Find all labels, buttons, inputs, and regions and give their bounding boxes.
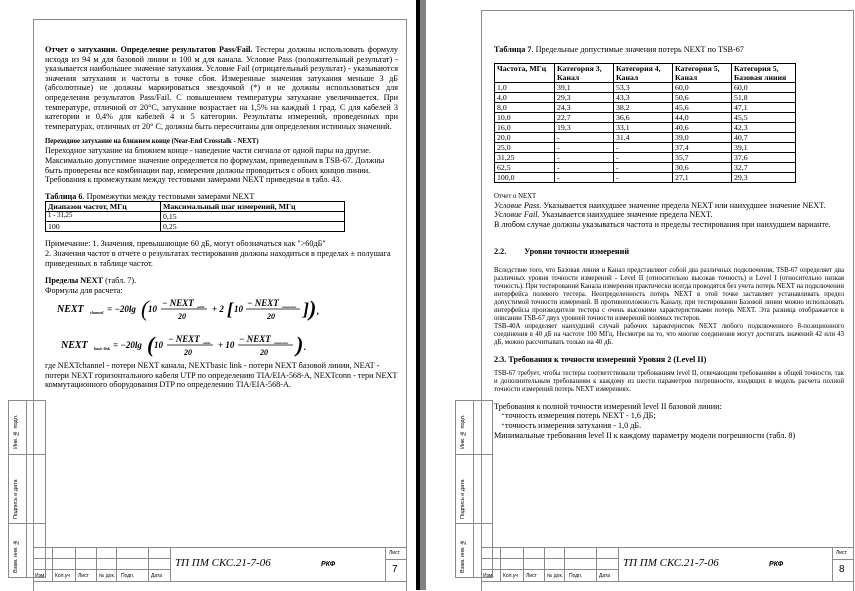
stamp-col-doc: № док.	[99, 573, 116, 579]
svg-text:20: 20	[267, 312, 275, 322]
svg-text:− NEXT: − NEXT	[162, 298, 194, 309]
table7-header: Частота, МГц	[495, 63, 555, 82]
svg-text:): )	[296, 332, 304, 358]
table-row: 4,0 29,3 43,3 50,6 51,8	[495, 92, 796, 102]
table-cell: 100	[46, 222, 161, 232]
table-row: 25,0 - - 37,4 39,1	[495, 142, 796, 152]
document-code: ТП ПМ СКС.21-7-06	[175, 557, 271, 569]
stamp-col-izm: Изм.	[35, 573, 46, 579]
stamp-col-izm: Изм.	[483, 573, 494, 579]
svg-text:+ 10: + 10	[218, 340, 235, 351]
page-7-title-block	[33, 547, 406, 582]
svg-text:[: [	[227, 299, 233, 320]
requirements-list	[494, 411, 844, 431]
svg-text:+ 2: + 2	[212, 304, 224, 315]
svg-text:20: 20	[184, 348, 192, 358]
table-row: 62,5 - - 30,6 32,7	[495, 162, 796, 172]
table6-caption: Таблица 6. Промежутки между тестовыми замерами NEXT	[45, 191, 255, 201]
svg-text:− NEXT: − NEXT	[168, 334, 200, 345]
next-report-heading: Отчет о NEXT	[494, 192, 537, 200]
next-paragraph: Переходное затухание на ближнем конце - наведение части сигнала от одной пары на другие. Максимально допустимое значение определяется по формулам, приведенным в TSB-67. Должны быть проверены все комбинации пар, измерения должны проводиться с обоих концов линии. Требования к промежуткам между тестовыми замерами NEXT приведены в табл. 43.	[45, 146, 385, 185]
attenuation-report-paragraph: Отчет о затухании. Определение результатов Pass/Fail. Тестеры должны использовать формулу исходя из 94 м для базовой линии и 100 м для канала. Условие Pass (положительный результат) - указывается наибольшее значение затухания. Условие Fail (отрицательный результат) - указываются значения затухания и частоты в точке сбоя. Измеренные значения затухания меньше 3 дБ (абсолютные) не должны маркироваться звездочкой (*) и не должны использоваться для определения результатов Pass/Fail. С повышением температуры затухание увеличивается. При температуре, отличной от 20°С, затухание возрастает на 1,5% на каждый 1 град. С для кабелей 3 категории и 0,4% для кабелей 4 и 5 категории. Результаты измерений, проведенных при температурах, отличных от 20° С, должны быть пересчитаны для определения истинных значений.	[45, 45, 398, 131]
page-8	[426, 0, 855, 590]
section-2-3-paragraph: TSB-67 требует, чтобы тестеры соответствовали требованиям level II, отвечающим требованиям к общей точности, так и дополнительным требованиям к каждому из шести параметров погрешности, входящих в модель расчета полной точности измерений потерь NEXT измерениях.	[494, 369, 844, 393]
table7-header: Категория 5, Базовая линия	[732, 63, 796, 82]
pass-condition: Условие Pass. Указывается наихудшее значение предела NEXT или наихудшее значение NEXT.	[494, 200, 826, 210]
svg-text:NEXT: NEXT	[57, 304, 84, 316]
list-item: ▪ точность измерения затухания - 1,0 дБ.	[502, 421, 844, 431]
table-row: 16,0 19,3 33,1 40,6 42,3	[495, 122, 796, 132]
section-2-2-paragraph-2: TSB-40A определяет наихудший случай рабочих характеристик NEXT любого подключенного 8-позиционного соединения в 40 дБ на частоте 100 МГц. Несмотря на то, что многие соединения могут достигать значений 42 или 43 дБ, можно рассчитывать только на 40 дБ.	[494, 322, 844, 346]
document-code: ТП ПМ СКС.21-7-06	[623, 557, 719, 569]
fail-condition: Условие Fail. Указывается наихудшее значение предела NEXT.	[494, 210, 713, 220]
table-row: 31,25 - - 35,7 37,6	[495, 152, 796, 162]
table-row: 20,0 - 31,4 39,0 40,7	[495, 132, 796, 142]
table-row: 8,0 24,3 38,2 45,6 47,1	[495, 102, 796, 112]
stamp-col-sign: Подп.	[569, 573, 583, 579]
side-label-signature-date: Подпись и дата	[13, 479, 19, 519]
table-cell: 0,25	[161, 222, 345, 232]
stamp-col-list: Лист	[526, 573, 537, 579]
formula-channel	[57, 295, 398, 325]
table7-header: Категория 3, Канал	[555, 63, 614, 82]
svg-text:10: 10	[148, 304, 157, 315]
svg-text:basic link: basic link	[94, 346, 110, 352]
table-row	[46, 212, 345, 222]
side-label-signature-date: Подпись и дата	[460, 479, 466, 519]
svg-text:cable: cable	[197, 305, 205, 310]
side-label-replace-inv: Взам. инв. №	[460, 538, 466, 573]
table7-header: Категория 5, Канал	[673, 63, 732, 82]
svg-text:connector: connector	[274, 341, 289, 346]
svg-text:20: 20	[260, 348, 268, 358]
table7-caption: Таблица 7. Предельные допустимые значения потерь NEXT по TSB-67	[494, 45, 744, 54]
stamp-col-kol: Кол.уч	[55, 573, 70, 579]
stamp-col-sign: Подп.	[121, 573, 135, 579]
sheet-label: Лист	[389, 550, 400, 556]
svg-text:(: (	[141, 296, 149, 322]
stamp-col-date: Дата	[151, 573, 163, 579]
stamp-col-date: Дата	[599, 573, 611, 579]
formula-basic-link	[61, 331, 398, 361]
svg-text:10: 10	[154, 340, 163, 351]
sheet-label: Лист	[836, 550, 847, 556]
sheet-number: 7	[392, 564, 398, 575]
section-2-2-heading: 2.2. Уровни точности измерений	[494, 247, 630, 257]
min-requirements: Минимальные требования level II к каждому параметру модели погрешности (табл. 8)	[494, 431, 796, 440]
organization-mark: РКФ	[769, 561, 784, 568]
section-2-2-paragraph-1: Вследствие того, что Базовая линия и Канал представляют собой два различных подключения, TSB-67 определяет два различных уровня точности измерений - Level II (относительно высокая точность) и Level I (относительно низкая точность). При тестировании Канала измерения практически всегда проводятся без учета потерь NEXT на подключении интерфейса полевого тестера. Неопределенность потерь NEXT в этой точке заставляет устанавливать предел допустимой точности измерений. В противоположность Каналу, при тестировании Базовой линии можно использовать интерфейсы производителя тестера с очень высокими характеристиками потерь NEXT. Эта разница отображается в описании TSB-67 двух уровней точности измерений полевых тестеров.	[494, 266, 844, 322]
formula-legend: где NEXTchannel - потери NEXT канала, NEXTbasic link - потери NEXT базовой линии, NEAT - потери NEXT горизонтального кабеля UTP по определению TIA/EIA-568-A, NEXTconn - тери NEXT коммутационного оборудования DTP по определению TIA/EIA-568-A.	[45, 361, 398, 390]
side-label-inv-no: Инв. № подл.	[460, 414, 466, 449]
table7-header: Категория 4, Канал	[614, 63, 673, 82]
svg-text:): )	[309, 296, 317, 322]
table-row	[46, 222, 345, 232]
svg-text:− NEXT: − NEXT	[239, 334, 271, 345]
page-8-body	[494, 45, 844, 441]
note-1: Примечание: 1. Значения, превышающие 60 дБ, могут обозначаться как ">60дБ"	[45, 239, 326, 249]
side-label-replace-inv: Взам. инв. №	[13, 538, 19, 573]
formulas-label: Формулы для расчета:	[45, 285, 123, 295]
stamp-col-doc: № док.	[547, 573, 564, 579]
table-cell: 1 - 31,25	[46, 212, 161, 222]
table-row: 10,0 22,7 36,6 44,0 45,5	[495, 112, 796, 122]
svg-text:10: 10	[234, 304, 243, 315]
next-limits-heading: Пределы NEXT (табл. 7).	[45, 276, 137, 286]
table6-header: Максимальный шаг измерений, МГц	[161, 202, 345, 212]
stamp-col-list: Лист	[78, 573, 89, 579]
table6-header: Диапазон частот, МГц	[46, 202, 161, 212]
table-row: 1,0 39,1 53,3 60,0 60,0	[495, 82, 796, 92]
page-8-title-block	[481, 547, 853, 582]
section-2-3-heading: 2.3. Требования к точности измерений Уровня 2 (Level II)	[494, 354, 707, 364]
svg-text:20: 20	[178, 312, 186, 322]
list-item: ▪ точность измерения потерь NEXT - 1,6 ДБ;	[502, 411, 844, 421]
svg-text:.: .	[304, 342, 307, 353]
svg-text:NEXT: NEXT	[61, 340, 88, 352]
svg-text:,: ,	[317, 306, 320, 317]
svg-text:= −20lg: = −20lg	[113, 340, 142, 351]
organization-mark: РКФ	[321, 561, 336, 568]
svg-text:channel: channel	[90, 310, 104, 316]
table-6	[45, 201, 345, 232]
requirements-heading: Требования к полной точности измерений level II базовой линии:	[494, 401, 722, 411]
formula-channel-graphic	[57, 295, 357, 325]
svg-text:= −20lg: = −20lg	[107, 304, 136, 315]
note-2: 2. Значения частот в отчете о результатах тестирования должны находиться в пределах ± полушага приведенных в таблице частот.	[45, 248, 391, 268]
next-heading: Переходное затухание на ближнем конце (Near-End Crosstalk - NEXT)	[45, 138, 259, 146]
stamp-col-kol: Кол.уч	[503, 573, 518, 579]
svg-text:connector: connector	[282, 305, 297, 310]
sheet-number: 8	[839, 564, 845, 575]
table-cell: 0,15	[161, 212, 345, 222]
side-label-inv-no: Инв. № подл.	[13, 414, 19, 449]
formula-basic-link-graphic	[61, 331, 361, 361]
svg-text:(: (	[147, 332, 155, 358]
any-case-note: В любом случае должны указываться частота и пределы тестирования при наихудшем варианте.	[494, 219, 831, 229]
page-7	[0, 0, 416, 590]
svg-text:cable: cable	[203, 341, 211, 346]
table-7	[494, 63, 796, 183]
page-7-body	[45, 45, 398, 390]
table-row: 100,0 - - 27,1 29,3	[495, 172, 796, 182]
svg-text:]: ]	[303, 299, 309, 320]
svg-text:− NEXT: − NEXT	[247, 298, 279, 309]
